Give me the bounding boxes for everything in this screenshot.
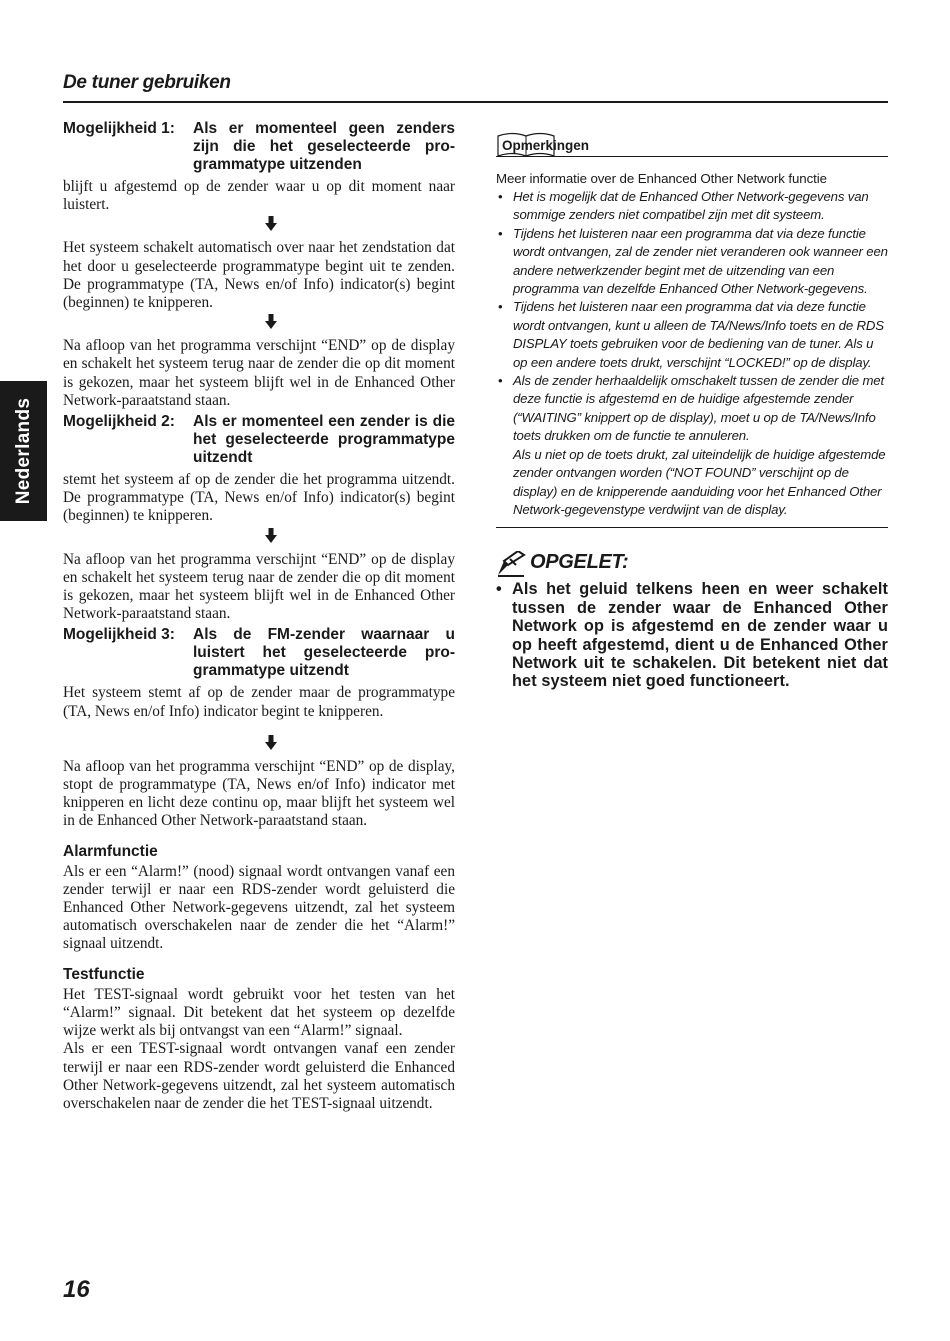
possibility-1-text: Als er momenteel geen zenders zijn die het geselecteerde programmatype uitzenden bbox=[193, 120, 455, 173]
left-column bbox=[63, 117, 455, 1113]
notes-end-rule bbox=[496, 527, 888, 528]
down-arrow-icon bbox=[63, 216, 455, 235]
bullet: • bbox=[498, 373, 503, 389]
caution-list bbox=[496, 580, 888, 690]
possibility-1-paragraph-a: blijft u afgestemd op de zender waar u op dit moment naar luistert. bbox=[63, 178, 455, 214]
possibility-1-label: Mogelijkheid 1: bbox=[63, 120, 175, 137]
notes-subtitle: Meer informatie over de Enhanced Other Network functie bbox=[496, 171, 827, 186]
possibility-2-text: Als er momenteel een zender is die het geselecteerde programmatype uitzendt bbox=[193, 413, 455, 467]
caution-title: OPGELET: bbox=[530, 551, 629, 574]
notes-header bbox=[496, 128, 888, 162]
test-function-text-2: Als er een TEST-signaal wordt ontvangen vanaf een zender terwijl er naar een RDS-zender wordt geluisterd die Enhanced Other Network-gegevens uitzendt, zal het systeem automatisch overschakelen naar de zender die het TEST-signaal uitzendt. bbox=[63, 1040, 455, 1112]
possibility-2-paragraph-a: stemt het systeem af op de zender die het programma uitzendt. De programmatype (TA, News en/of Info) indicator(s) begint (beginnen) te knipperen. bbox=[63, 471, 455, 525]
notes-list bbox=[496, 188, 888, 519]
down-arrow-icon bbox=[63, 528, 455, 547]
bullet: • bbox=[498, 189, 503, 204]
possibility-1 bbox=[63, 120, 455, 174]
notes-item bbox=[496, 298, 888, 372]
caution-item bbox=[496, 580, 888, 690]
language-side-tab-label: Nederlands bbox=[12, 397, 34, 505]
alarm-function-heading: Alarmfunctie bbox=[63, 842, 158, 860]
notes-title: Opmerkingen bbox=[502, 138, 590, 153]
possibility-3-label: Mogelijkheid 3: bbox=[63, 626, 175, 644]
possibility-2-paragraph-b: Na afloop van het programma verschijnt “END” op de display en schakelt het systeem terug naar de zender die op dit moment is gekozen, maar het systeem blijft wel in de Enhanced Other Network-paraatstand staan. bbox=[63, 550, 455, 623]
possibility-3-paragraph-b: Na afloop van het programma verschijnt “END” op de display, stopt de programmatype (TA, News en/of Info) indicator met knipperen en licht deze continu op, maar blijft het systeem wel in de Enhanced Other Network-paraatstand staan. bbox=[63, 757, 455, 830]
possibility-3-paragraph-a: Het systeem stemt af op de zender maar de programmatype (TA, News en/of Info) indicator begint te knipperen. bbox=[63, 684, 455, 720]
bullet: • bbox=[496, 580, 502, 599]
caution-item-text: Als het geluid telkens heen en weer schakelt tussen de zender waar de Enhanced Other Network op is afgestemd en de zender waar u op heeft afgestemd, dient u de Enhanced Other Network uit te schakelen. Dit betekent niet dat het systeem niet goed functioneert. bbox=[512, 580, 888, 691]
header-rule bbox=[63, 101, 888, 103]
possibility-3-text: Als de FM-zender waarnaar u luistert het geselecteerde programmatype uitzendt bbox=[193, 626, 455, 680]
page-header-title: De tuner gebruiken bbox=[63, 72, 231, 93]
notes-item-text: Het is mogelijk dat de Enhanced Other Network-gegevens van sommige zenders niet compatibel zijn met dit systeem. bbox=[513, 189, 869, 223]
down-arrow-icon bbox=[63, 735, 455, 754]
notes-item bbox=[496, 372, 888, 519]
possibility-1-paragraph-b: Het systeem schakelt automatisch over naar het zendstation dat het door u geselecteerde programmatype begint uit te zenden. De programmatype (TA, News en/of Info) indicator(s) begint (beginnen) te knipperen. bbox=[63, 239, 455, 312]
notes-item-text: Als de zender herhaaldelijk omschakelt tussen de zender die met deze functie is afgestemd en de huidige afgestemde zender (“WAITING” knippert op de display), moet u op de TA/News/Info toets drukken om de functie te annuleren. bbox=[513, 373, 885, 444]
test-function-heading: Testfunctie bbox=[63, 965, 145, 983]
notes-item-text: Tijdens het luisteren naar een programma dat via deze functie wordt ontvangen, zal de zender niet veranderen ook wanneer een andere netwerkzender begint met de uitzending van een programma van dezelfde Enhanced Other Network-gegevens. bbox=[513, 225, 888, 297]
possibility-3 bbox=[63, 626, 455, 680]
test-function-text-1: Het TEST-signaal wordt gebruikt voor het testen van het “Alarm!” signaal. Dit betekent dat het systeem op dezelfde wijze werkt als bij ontvangst van een “Alarm!” signaal. bbox=[63, 985, 455, 1040]
pencil-warning-icon bbox=[496, 551, 526, 577]
possibility-1-paragraph-c: Na afloop van het programma verschijnt “END” op de display en schakelt het systeem terug naar de zender die op dit moment is gekozen, maar het systeem blijft wel in de Enhanced Other Network-paraatstand staan. bbox=[63, 337, 455, 409]
caution-header bbox=[496, 550, 888, 580]
notes-item bbox=[496, 225, 888, 299]
down-arrow-icon bbox=[63, 314, 455, 333]
alarm-function-text: Als er een “Alarm!” (nood) signaal wordt ontvangen vanaf een zender terwijl er naar een RDS-zender wordt geluisterd die Enhanced Other Network-gegevens uitzendt, zal het systeem automatisch overschakelen naar de zender die het “Alarm!” signaal uitzendt. bbox=[63, 862, 455, 953]
bullet: • bbox=[498, 299, 503, 315]
right-column bbox=[496, 128, 888, 691]
notes-item-text: Tijdens het luisteren naar een programma dat via deze functie wordt ontvangen, kunt u alleen de TA/News/Info toets en de RDS DISPLAY toets gebruiken voor de bediening van de tuner. Als u op een andere toets drukt, verschijnt “LOCKED!” op de display. bbox=[513, 299, 884, 370]
language-side-tab bbox=[0, 381, 47, 521]
notes-item-extra: Als u niet op de toets drukt, zal uiteindelijk de huidige afgestemde zender ontvangen worden (“NOT FOUND” verschijnt op de display) en de knipperende aanduiding voor het Enhanced Other Network-gegevenstype verdwijnt van de display. bbox=[513, 446, 886, 517]
notes-item bbox=[496, 188, 888, 225]
page-number: 16 bbox=[63, 1276, 90, 1303]
possibility-2-label: Mogelijkheid 2: bbox=[63, 413, 175, 431]
bullet: • bbox=[498, 225, 503, 241]
possibility-2 bbox=[63, 413, 455, 467]
notes-rule bbox=[496, 156, 888, 157]
